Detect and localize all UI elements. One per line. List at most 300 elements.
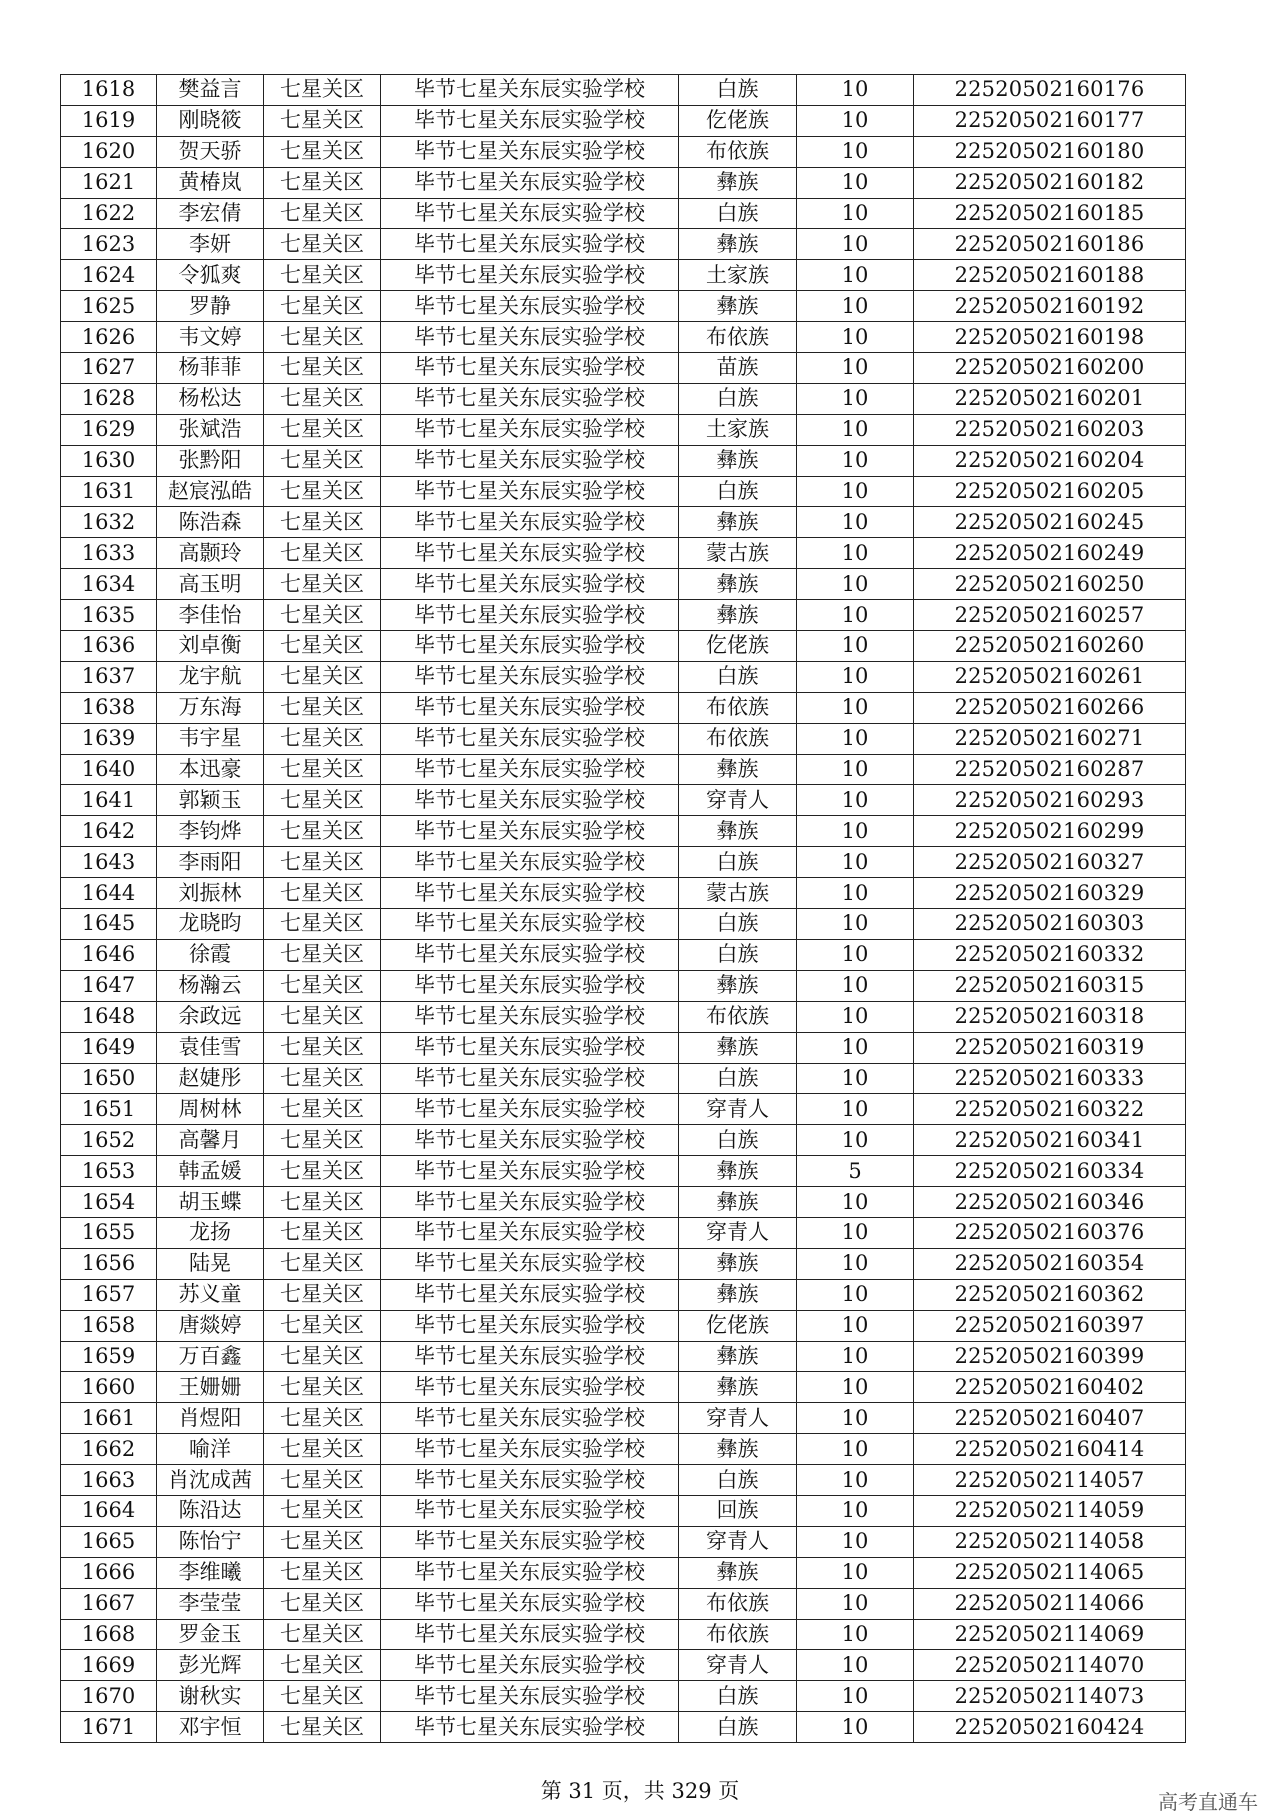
name-cell: 杨松达 xyxy=(157,383,264,414)
district-cell: 七星关区 xyxy=(264,1403,381,1434)
seq-cell: 1662 xyxy=(61,1434,157,1465)
name-cell: 袁佳雪 xyxy=(157,1032,264,1063)
exam-number-cell: 22520502160402 xyxy=(914,1372,1186,1403)
school-cell: 毕节七星关东辰实验学校 xyxy=(381,1217,679,1248)
name-cell: 万百鑫 xyxy=(157,1341,264,1372)
table-row xyxy=(61,1001,1186,1032)
name-cell: 徐霞 xyxy=(157,939,264,970)
school-cell: 毕节七星关东辰实验学校 xyxy=(381,1310,679,1341)
seq-cell: 1641 xyxy=(61,785,157,816)
table-row xyxy=(61,970,1186,1001)
school-cell: 毕节七星关东辰实验学校 xyxy=(381,75,679,106)
district-cell: 七星关区 xyxy=(264,569,381,600)
school-cell: 毕节七星关东辰实验学校 xyxy=(381,1094,679,1125)
table-row xyxy=(61,1526,1186,1557)
ethnicity-cell: 穿青人 xyxy=(679,1217,797,1248)
ethnicity-cell: 布依族 xyxy=(679,136,797,167)
table-row xyxy=(61,939,1186,970)
ethnicity-cell: 仡佬族 xyxy=(679,105,797,136)
table-row xyxy=(61,754,1186,785)
bonus-cell: 10 xyxy=(797,631,914,662)
bonus-cell: 10 xyxy=(797,661,914,692)
ethnicity-cell: 布依族 xyxy=(679,1588,797,1619)
exam-number-cell: 22520502160185 xyxy=(914,198,1186,229)
table-row xyxy=(61,1248,1186,1279)
school-cell: 毕节七星关东辰实验学校 xyxy=(381,569,679,600)
exam-number-cell: 22520502160186 xyxy=(914,229,1186,260)
seq-cell: 1647 xyxy=(61,970,157,1001)
exam-number-cell: 22520502160201 xyxy=(914,383,1186,414)
district-cell: 七星关区 xyxy=(264,136,381,167)
district-cell: 七星关区 xyxy=(264,692,381,723)
name-cell: 张斌浩 xyxy=(157,414,264,445)
exam-number-cell: 22520502160182 xyxy=(914,167,1186,198)
bonus-cell: 10 xyxy=(797,353,914,384)
exam-number-cell: 22520502160205 xyxy=(914,476,1186,507)
table-row xyxy=(61,1712,1186,1743)
exam-number-cell: 22520502160327 xyxy=(914,847,1186,878)
name-cell: 刘振林 xyxy=(157,878,264,909)
name-cell: 杨菲菲 xyxy=(157,353,264,384)
school-cell: 毕节七星关东辰实验学校 xyxy=(381,754,679,785)
school-cell: 毕节七星关东辰实验学校 xyxy=(381,631,679,662)
bonus-cell: 10 xyxy=(797,569,914,600)
school-cell: 毕节七星关东辰实验学校 xyxy=(381,1032,679,1063)
ethnicity-cell: 彝族 xyxy=(679,1372,797,1403)
seq-cell: 1671 xyxy=(61,1712,157,1743)
table-row xyxy=(61,847,1186,878)
bonus-cell: 10 xyxy=(797,1063,914,1094)
exam-number-cell: 22520502160376 xyxy=(914,1217,1186,1248)
bonus-cell: 10 xyxy=(797,1712,914,1743)
district-cell: 七星关区 xyxy=(264,75,381,106)
name-cell: 周树林 xyxy=(157,1094,264,1125)
school-cell: 毕节七星关东辰实验学校 xyxy=(381,322,679,353)
school-cell: 毕节七星关东辰实验学校 xyxy=(381,229,679,260)
ethnicity-cell: 仡佬族 xyxy=(679,631,797,662)
table-row xyxy=(61,1650,1186,1681)
exam-number-cell: 22520502160319 xyxy=(914,1032,1186,1063)
bonus-cell: 10 xyxy=(797,1557,914,1588)
seq-cell: 1638 xyxy=(61,692,157,723)
table-row xyxy=(61,1310,1186,1341)
bonus-cell: 10 xyxy=(797,167,914,198)
seq-cell: 1633 xyxy=(61,538,157,569)
ethnicity-cell: 布依族 xyxy=(679,1001,797,1032)
bonus-cell: 10 xyxy=(797,507,914,538)
district-cell: 七星关区 xyxy=(264,1248,381,1279)
name-cell: 谢秋实 xyxy=(157,1681,264,1712)
name-cell: 肖煜阳 xyxy=(157,1403,264,1434)
ethnicity-cell: 穿青人 xyxy=(679,1403,797,1434)
district-cell: 七星关区 xyxy=(264,1434,381,1465)
seq-cell: 1640 xyxy=(61,754,157,785)
bonus-cell: 10 xyxy=(797,754,914,785)
name-cell: 贺天骄 xyxy=(157,136,264,167)
district-cell: 七星关区 xyxy=(264,1063,381,1094)
district-cell: 七星关区 xyxy=(264,1588,381,1619)
ethnicity-cell: 布依族 xyxy=(679,723,797,754)
exam-number-cell: 22520502160346 xyxy=(914,1187,1186,1218)
name-cell: 喻洋 xyxy=(157,1434,264,1465)
exam-number-cell: 22520502160204 xyxy=(914,445,1186,476)
name-cell: 龙宇航 xyxy=(157,661,264,692)
seq-cell: 1629 xyxy=(61,414,157,445)
district-cell: 七星关区 xyxy=(264,322,381,353)
school-cell: 毕节七星关东辰实验学校 xyxy=(381,1681,679,1712)
table-row xyxy=(61,1557,1186,1588)
seq-cell: 1654 xyxy=(61,1187,157,1218)
exam-number-cell: 22520502160180 xyxy=(914,136,1186,167)
exam-number-cell: 22520502160315 xyxy=(914,970,1186,1001)
school-cell: 毕节七星关东辰实验学校 xyxy=(381,353,679,384)
district-cell: 七星关区 xyxy=(264,538,381,569)
district-cell: 七星关区 xyxy=(264,1217,381,1248)
ethnicity-cell: 彝族 xyxy=(679,1434,797,1465)
exam-number-cell: 22520502114073 xyxy=(914,1681,1186,1712)
exam-number-cell: 22520502160257 xyxy=(914,600,1186,631)
school-cell: 毕节七星关东辰实验学校 xyxy=(381,1063,679,1094)
exam-number-cell: 22520502160397 xyxy=(914,1310,1186,1341)
name-cell: 高玉明 xyxy=(157,569,264,600)
district-cell: 七星关区 xyxy=(264,1681,381,1712)
table-row xyxy=(61,878,1186,909)
bonus-cell: 10 xyxy=(797,1495,914,1526)
table-row xyxy=(61,414,1186,445)
district-cell: 七星关区 xyxy=(264,476,381,507)
bonus-cell: 10 xyxy=(797,723,914,754)
school-cell: 毕节七星关东辰实验学校 xyxy=(381,1526,679,1557)
district-cell: 七星关区 xyxy=(264,198,381,229)
exam-number-cell: 22520502160266 xyxy=(914,692,1186,723)
district-cell: 七星关区 xyxy=(264,1094,381,1125)
name-cell: 李妍 xyxy=(157,229,264,260)
seq-cell: 1670 xyxy=(61,1681,157,1712)
exam-number-cell: 22520502160341 xyxy=(914,1125,1186,1156)
name-cell: 杨瀚云 xyxy=(157,970,264,1001)
district-cell: 七星关区 xyxy=(264,1001,381,1032)
exam-number-cell: 22520502160200 xyxy=(914,353,1186,384)
table-row xyxy=(61,1341,1186,1372)
exam-number-cell: 22520502160362 xyxy=(914,1279,1186,1310)
district-cell: 七星关区 xyxy=(264,600,381,631)
table-row xyxy=(61,507,1186,538)
exam-number-cell: 22520502160318 xyxy=(914,1001,1186,1032)
seq-cell: 1668 xyxy=(61,1619,157,1650)
ethnicity-cell: 穿青人 xyxy=(679,785,797,816)
name-cell: 陈沿达 xyxy=(157,1495,264,1526)
seq-cell: 1619 xyxy=(61,105,157,136)
name-cell: 肖沈成茜 xyxy=(157,1465,264,1496)
name-cell: 张黔阳 xyxy=(157,445,264,476)
district-cell: 七星关区 xyxy=(264,383,381,414)
seq-cell: 1646 xyxy=(61,939,157,970)
exam-number-cell: 22520502160188 xyxy=(914,260,1186,291)
bonus-cell: 10 xyxy=(797,785,914,816)
exam-number-cell: 22520502160293 xyxy=(914,785,1186,816)
name-cell: 樊益言 xyxy=(157,75,264,106)
table-row xyxy=(61,569,1186,600)
ethnicity-cell: 彝族 xyxy=(679,816,797,847)
exam-number-cell: 22520502160322 xyxy=(914,1094,1186,1125)
bonus-cell: 10 xyxy=(797,383,914,414)
page-footer: 第 31 页，共 329 页 xyxy=(540,1779,740,1803)
school-cell: 毕节七星关东辰实验学校 xyxy=(381,260,679,291)
name-cell: 胡玉蝶 xyxy=(157,1187,264,1218)
seq-cell: 1666 xyxy=(61,1557,157,1588)
bonus-cell: 10 xyxy=(797,75,914,106)
seq-cell: 1634 xyxy=(61,569,157,600)
ethnicity-cell: 穿青人 xyxy=(679,1526,797,1557)
exam-number-cell: 22520502114070 xyxy=(914,1650,1186,1681)
table-row xyxy=(61,1588,1186,1619)
ethnicity-cell: 白族 xyxy=(679,1681,797,1712)
bonus-cell: 10 xyxy=(797,1217,914,1248)
seq-cell: 1645 xyxy=(61,909,157,940)
district-cell: 七星关区 xyxy=(264,353,381,384)
seq-cell: 1644 xyxy=(61,878,157,909)
school-cell: 毕节七星关东辰实验学校 xyxy=(381,878,679,909)
exam-number-cell: 22520502160332 xyxy=(914,939,1186,970)
exam-number-cell: 22520502160354 xyxy=(914,1248,1186,1279)
school-cell: 毕节七星关东辰实验学校 xyxy=(381,600,679,631)
bonus-cell: 10 xyxy=(797,1341,914,1372)
name-cell: 本迅豪 xyxy=(157,754,264,785)
exam-number-cell: 22520502114058 xyxy=(914,1526,1186,1557)
school-cell: 毕节七星关东辰实验学校 xyxy=(381,1372,679,1403)
ethnicity-cell: 土家族 xyxy=(679,260,797,291)
school-cell: 毕节七星关东辰实验学校 xyxy=(381,507,679,538)
bonus-cell: 10 xyxy=(797,291,914,322)
table-row xyxy=(61,1619,1186,1650)
seq-cell: 1648 xyxy=(61,1001,157,1032)
seq-cell: 1621 xyxy=(61,167,157,198)
seq-cell: 1632 xyxy=(61,507,157,538)
ethnicity-cell: 穿青人 xyxy=(679,1650,797,1681)
table-row xyxy=(61,1434,1186,1465)
school-cell: 毕节七星关东辰实验学校 xyxy=(381,1557,679,1588)
school-cell: 毕节七星关东辰实验学校 xyxy=(381,785,679,816)
exam-number-cell: 22520502160260 xyxy=(914,631,1186,662)
bonus-cell: 10 xyxy=(797,1248,914,1279)
district-cell: 七星关区 xyxy=(264,260,381,291)
table-row xyxy=(61,600,1186,631)
watermark: 高考直通车 xyxy=(1158,1790,1258,1814)
table-row xyxy=(61,322,1186,353)
ethnicity-cell: 仡佬族 xyxy=(679,1310,797,1341)
district-cell: 七星关区 xyxy=(264,507,381,538)
school-cell: 毕节七星关东辰实验学校 xyxy=(381,383,679,414)
ethnicity-cell: 彝族 xyxy=(679,1279,797,1310)
table-row xyxy=(61,909,1186,940)
seq-cell: 1626 xyxy=(61,322,157,353)
ethnicity-cell: 白族 xyxy=(679,1712,797,1743)
seq-cell: 1649 xyxy=(61,1032,157,1063)
district-cell: 七星关区 xyxy=(264,291,381,322)
bonus-cell: 10 xyxy=(797,600,914,631)
ethnicity-cell: 白族 xyxy=(679,661,797,692)
district-cell: 七星关区 xyxy=(264,816,381,847)
seq-cell: 1624 xyxy=(61,260,157,291)
seq-cell: 1650 xyxy=(61,1063,157,1094)
school-cell: 毕节七星关东辰实验学校 xyxy=(381,291,679,322)
table-row xyxy=(61,353,1186,384)
exam-number-cell: 22520502160407 xyxy=(914,1403,1186,1434)
district-cell: 七星关区 xyxy=(264,105,381,136)
district-cell: 七星关区 xyxy=(264,229,381,260)
table-row xyxy=(61,1495,1186,1526)
school-cell: 毕节七星关东辰实验学校 xyxy=(381,847,679,878)
ethnicity-cell: 白族 xyxy=(679,1063,797,1094)
district-cell: 七星关区 xyxy=(264,1557,381,1588)
ethnicity-cell: 布依族 xyxy=(679,322,797,353)
district-cell: 七星关区 xyxy=(264,1495,381,1526)
name-cell: 令狐爽 xyxy=(157,260,264,291)
bonus-cell: 10 xyxy=(797,414,914,445)
bonus-cell: 10 xyxy=(797,1001,914,1032)
ethnicity-cell: 回族 xyxy=(679,1495,797,1526)
bonus-cell: 10 xyxy=(797,322,914,353)
table-row xyxy=(61,1156,1186,1187)
school-cell: 毕节七星关东辰实验学校 xyxy=(381,1465,679,1496)
bonus-cell: 10 xyxy=(797,1434,914,1465)
table-row xyxy=(61,229,1186,260)
name-cell: 黄椿岚 xyxy=(157,167,264,198)
name-cell: 王姗姗 xyxy=(157,1372,264,1403)
ethnicity-cell: 彝族 xyxy=(679,1187,797,1218)
exam-number-cell: 22520502160203 xyxy=(914,414,1186,445)
ethnicity-cell: 白族 xyxy=(679,476,797,507)
table-row xyxy=(61,785,1186,816)
name-cell: 韦宇星 xyxy=(157,723,264,754)
name-cell: 韩孟媛 xyxy=(157,1156,264,1187)
name-cell: 李宏倩 xyxy=(157,198,264,229)
district-cell: 七星关区 xyxy=(264,1310,381,1341)
table-row xyxy=(61,1217,1186,1248)
table-row xyxy=(61,723,1186,754)
bonus-cell: 10 xyxy=(797,136,914,167)
seq-cell: 1630 xyxy=(61,445,157,476)
school-cell: 毕节七星关东辰实验学校 xyxy=(381,1248,679,1279)
table-row xyxy=(61,1063,1186,1094)
bonus-cell: 10 xyxy=(797,1187,914,1218)
bonus-cell: 10 xyxy=(797,198,914,229)
seq-cell: 1651 xyxy=(61,1094,157,1125)
bonus-cell: 10 xyxy=(797,939,914,970)
school-cell: 毕节七星关东辰实验学校 xyxy=(381,445,679,476)
ethnicity-cell: 彝族 xyxy=(679,600,797,631)
seq-cell: 1667 xyxy=(61,1588,157,1619)
bonus-cell: 10 xyxy=(797,1403,914,1434)
school-cell: 毕节七星关东辰实验学校 xyxy=(381,538,679,569)
seq-cell: 1665 xyxy=(61,1526,157,1557)
school-cell: 毕节七星关东辰实验学校 xyxy=(381,816,679,847)
district-cell: 七星关区 xyxy=(264,970,381,1001)
bonus-cell: 10 xyxy=(797,260,914,291)
district-cell: 七星关区 xyxy=(264,414,381,445)
name-cell: 苏义童 xyxy=(157,1279,264,1310)
exam-number-cell: 22520502160271 xyxy=(914,723,1186,754)
name-cell: 李莹莹 xyxy=(157,1588,264,1619)
school-cell: 毕节七星关东辰实验学校 xyxy=(381,939,679,970)
school-cell: 毕节七星关东辰实验学校 xyxy=(381,1187,679,1218)
school-cell: 毕节七星关东辰实验学校 xyxy=(381,661,679,692)
bonus-cell: 10 xyxy=(797,476,914,507)
ethnicity-cell: 彝族 xyxy=(679,229,797,260)
name-cell: 万东海 xyxy=(157,692,264,723)
bonus-cell: 10 xyxy=(797,816,914,847)
seq-cell: 1663 xyxy=(61,1465,157,1496)
exam-number-cell: 22520502160192 xyxy=(914,291,1186,322)
name-cell: 刘卓衡 xyxy=(157,631,264,662)
table-row xyxy=(61,167,1186,198)
seq-cell: 1635 xyxy=(61,600,157,631)
exam-number-cell: 22520502160399 xyxy=(914,1341,1186,1372)
ethnicity-cell: 彝族 xyxy=(679,1032,797,1063)
table-body xyxy=(61,75,1186,1743)
school-cell: 毕节七星关东辰实验学校 xyxy=(381,723,679,754)
table-row xyxy=(61,1465,1186,1496)
district-cell: 七星关区 xyxy=(264,847,381,878)
name-cell: 刚晓筱 xyxy=(157,105,264,136)
school-cell: 毕节七星关东辰实验学校 xyxy=(381,1156,679,1187)
seq-cell: 1628 xyxy=(61,383,157,414)
ethnicity-cell: 白族 xyxy=(679,939,797,970)
exam-number-cell: 22520502160414 xyxy=(914,1434,1186,1465)
bonus-cell: 10 xyxy=(797,1310,914,1341)
ethnicity-cell: 蒙古族 xyxy=(679,878,797,909)
district-cell: 七星关区 xyxy=(264,661,381,692)
seq-cell: 1642 xyxy=(61,816,157,847)
table-row xyxy=(61,1372,1186,1403)
district-cell: 七星关区 xyxy=(264,1619,381,1650)
school-cell: 毕节七星关东辰实验学校 xyxy=(381,198,679,229)
name-cell: 陆晃 xyxy=(157,1248,264,1279)
exam-number-cell: 22520502160245 xyxy=(914,507,1186,538)
district-cell: 七星关区 xyxy=(264,1341,381,1372)
seq-cell: 1661 xyxy=(61,1403,157,1434)
name-cell: 高馨月 xyxy=(157,1125,264,1156)
school-cell: 毕节七星关东辰实验学校 xyxy=(381,1434,679,1465)
bonus-cell: 10 xyxy=(797,1619,914,1650)
name-cell: 罗金玉 xyxy=(157,1619,264,1650)
district-cell: 七星关区 xyxy=(264,909,381,940)
table-row xyxy=(61,291,1186,322)
seq-cell: 1639 xyxy=(61,723,157,754)
school-cell: 毕节七星关东辰实验学校 xyxy=(381,1650,679,1681)
district-cell: 七星关区 xyxy=(264,785,381,816)
seq-cell: 1631 xyxy=(61,476,157,507)
district-cell: 七星关区 xyxy=(264,1125,381,1156)
table-row xyxy=(61,816,1186,847)
bonus-cell: 10 xyxy=(797,445,914,476)
district-cell: 七星关区 xyxy=(264,167,381,198)
seq-cell: 1656 xyxy=(61,1248,157,1279)
table-row xyxy=(61,476,1186,507)
name-cell: 余政远 xyxy=(157,1001,264,1032)
school-cell: 毕节七星关东辰实验学校 xyxy=(381,909,679,940)
school-cell: 毕节七星关东辰实验学校 xyxy=(381,1619,679,1650)
ethnicity-cell: 苗族 xyxy=(679,353,797,384)
ethnicity-cell: 彝族 xyxy=(679,754,797,785)
ethnicity-cell: 彝族 xyxy=(679,1248,797,1279)
ethnicity-cell: 白族 xyxy=(679,198,797,229)
table-row xyxy=(61,1187,1186,1218)
district-cell: 七星关区 xyxy=(264,939,381,970)
school-cell: 毕节七星关东辰实验学校 xyxy=(381,1588,679,1619)
table-row xyxy=(61,692,1186,723)
district-cell: 七星关区 xyxy=(264,631,381,662)
